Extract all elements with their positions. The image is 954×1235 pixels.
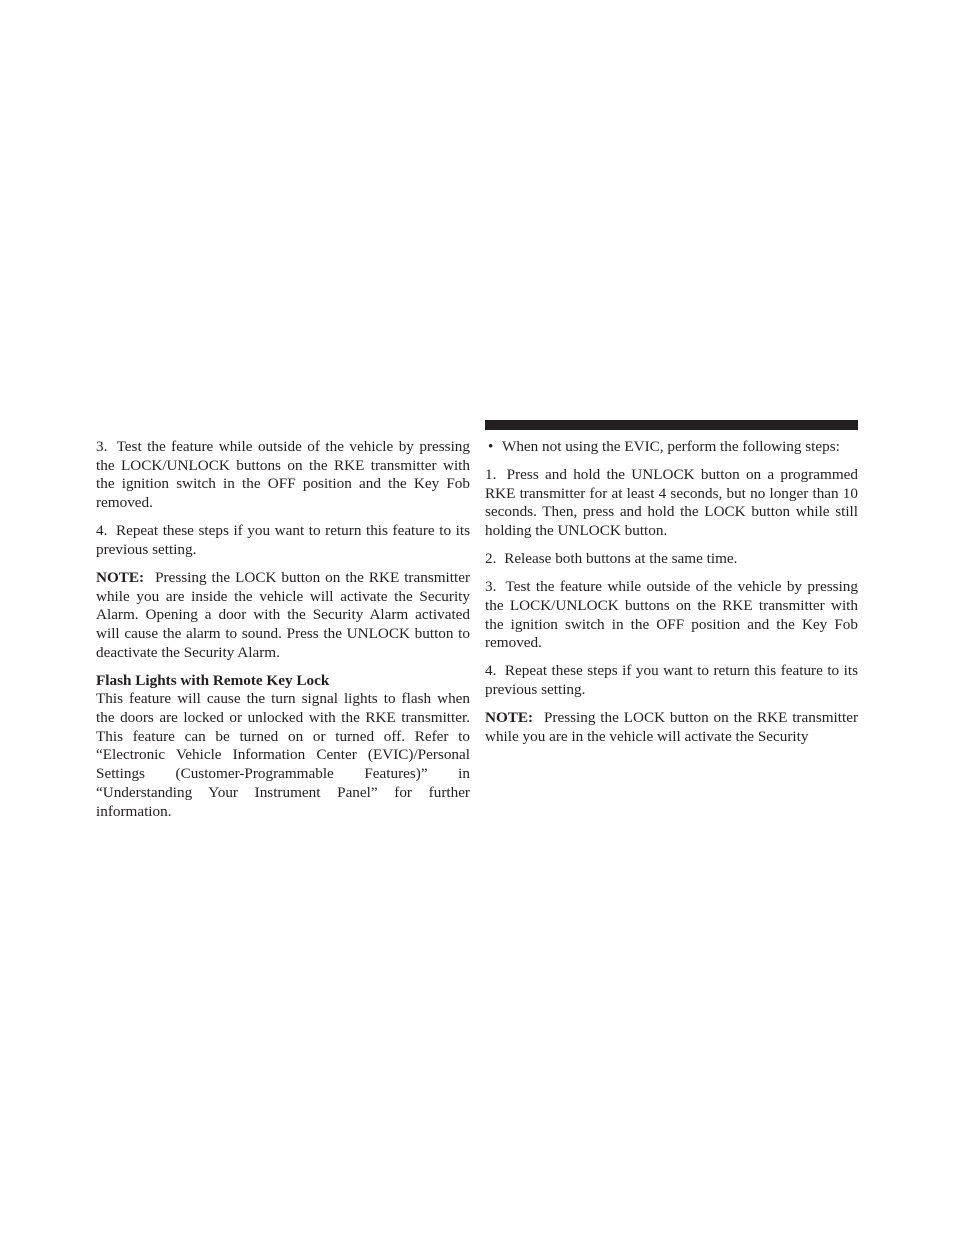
right-step-2 <box>485 550 858 569</box>
left-column <box>96 438 470 831</box>
right-column <box>485 438 858 756</box>
right-step-4 <box>485 662 858 699</box>
step-text: Repeat these steps if you want to return this feature to its previous setting. <box>96 522 470 558</box>
step-number: 2. <box>485 550 497 568</box>
step-text: Release both buttons at the same time. <box>504 550 738 568</box>
note-text: Pressing the LOCK button on the RKE transmitter while you are in the vehicle will activate the Security <box>485 708 859 745</box>
right-step-1 <box>485 466 858 541</box>
right-note <box>485 709 858 746</box>
section-heading: Flash Lights with Remote Key Lock <box>96 671 330 689</box>
left-step-4 <box>96 522 470 559</box>
section-header-bar <box>485 420 858 430</box>
step-text: Test the feature while outside of the vehicle by pressing the LOCK/UNLOCK buttons on the RKE transmitter with the ignition switch in the OFF position and the Key Fob removed. <box>96 438 470 512</box>
step-number: 3. <box>485 578 497 596</box>
bullet-text: When not using the EVIC, perform the following steps: <box>502 438 840 455</box>
step-number: 4. <box>485 662 497 680</box>
left-step-3 <box>96 438 470 513</box>
section-body: This feature will cause the turn signal lights to flash when the doors are locked or unlocked with the RKE transmitter. This feature can be turned on or turned off. Refer to “Electronic Vehicle Information Center (EVIC)/Personal Settings (Customer-Programmable Features)” in “Understanding Your Instrument Panel” for further information. <box>96 690 470 820</box>
step-text: Repeat these steps if you want to return this feature to its previous setting. <box>485 662 858 698</box>
step-text: Test the feature while outside of the vehicle by pressing the LOCK/UNLOCK buttons on the RKE transmitter with the ignition switch in the OFF position and the Key Fob removed. <box>485 578 858 652</box>
note-label: NOTE: <box>485 708 534 726</box>
left-note <box>96 569 470 663</box>
step-text: Press and hold the UNLOCK button on a programmed RKE transmitter for at least 4 seconds, but no longer than 10 seconds. Then, press and hold the LOCK button while still holding the UNLOCK button. <box>485 466 859 540</box>
bullet-item <box>485 438 858 457</box>
note-text: Pressing the LOCK button on the RKE transmitter while you are inside the vehicle will activate the Security Alarm. Opening a door with the Security Alarm activated will cause the alarm to sound. Press the UNLOCK button to deactivate the Security Alarm. <box>96 568 471 661</box>
step-number: 4. <box>96 522 108 540</box>
right-step-3 <box>485 578 858 653</box>
bullet-icon: • <box>488 438 494 455</box>
step-number: 3. <box>96 438 108 455</box>
step-number: 1. <box>485 466 497 483</box>
note-label: NOTE: <box>96 568 145 586</box>
